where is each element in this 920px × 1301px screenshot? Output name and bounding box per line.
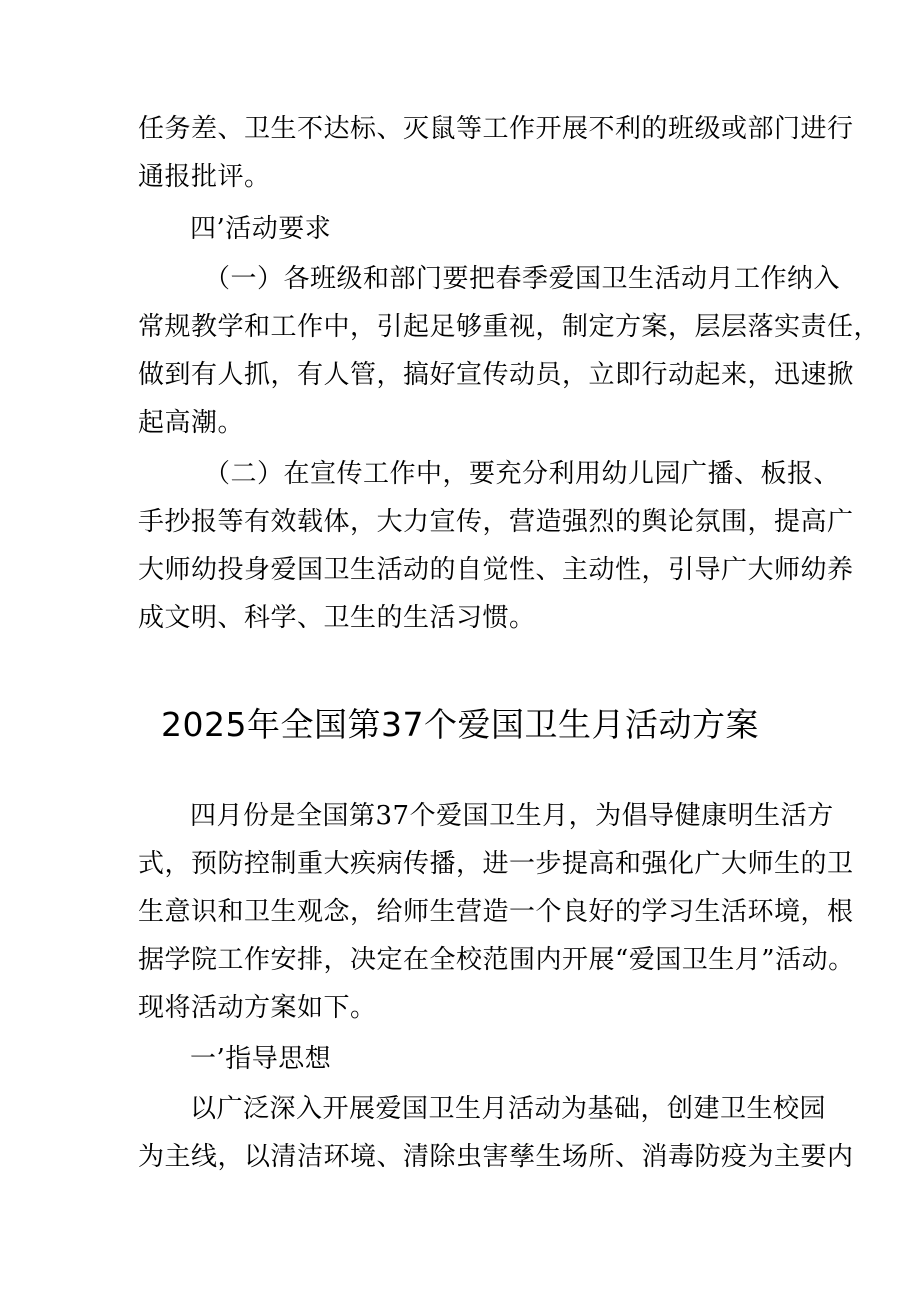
paragraph-guiding-thought	[138, 1085, 854, 1181]
text-line: 生意识和卫生观念，给师生营造一个良好的学习生活环境，根	[138, 897, 854, 927]
section-heading-guiding-thought	[138, 1035, 798, 1083]
text-line: 以广泛深入开展爱国卫生月活动为基础，创建卫生校园	[190, 1094, 827, 1124]
paragraph-intro	[138, 792, 855, 1032]
text-line: （一）各班级和部门要把春季爱国卫生活动月工作纳入	[204, 264, 841, 294]
paragraph-requirement-1	[138, 255, 881, 447]
text-line: 四月份是全国第37个爱国卫生月，为倡导健康明生活方	[190, 801, 834, 831]
text-line: 常规教学和工作中，引起足够重视，制定方案，层层落实责任，	[138, 312, 881, 342]
heading-text: 一’指导思想	[190, 1044, 332, 1074]
section-heading-requirements	[138, 205, 798, 253]
text-line: 为主线，以清洁环境、清除虫害孳生场所、消毒防疫为主要内	[138, 1142, 854, 1172]
text-line: 式，预防控制重大疾病传播，进一步提高和强化广大师生的卫	[138, 849, 854, 879]
text-line: （二）在宣传工作中，要充分利用幼儿园广播、板报、	[204, 459, 841, 489]
text-line: 通报批评。	[138, 162, 271, 192]
text-line: 起高潮。	[138, 408, 245, 438]
text-line: 做到有人抓，有人管，搞好宣传动员，立即行动起来，迅速掀	[138, 360, 854, 390]
text-line: 大师幼投身爱国卫生活动的自觉性、主动性，引导广大师幼养	[138, 555, 854, 585]
text-line: 手抄报等有效载体，大力宣传，营造强烈的舆论氛围，提高广	[138, 507, 854, 537]
paragraph-requirement-2	[138, 450, 854, 642]
text-line: 据学院工作安排，决定在全校范围内开展“爱国卫生月”活动。	[138, 945, 855, 975]
text-line: 现将活动方案如下。	[138, 993, 377, 1023]
heading-text: 四’活动要求	[190, 214, 332, 244]
text-line: 任务差、卫生不达标、灭鼠等工作开展不利的班级或部门进行	[138, 114, 854, 144]
document-title: 2025年全国第37个爱国卫生月活动方案	[161, 705, 759, 744]
text-line: 成文明、科学、卫生的生活习惯。	[138, 603, 536, 633]
paragraph-criticism	[138, 105, 854, 201]
